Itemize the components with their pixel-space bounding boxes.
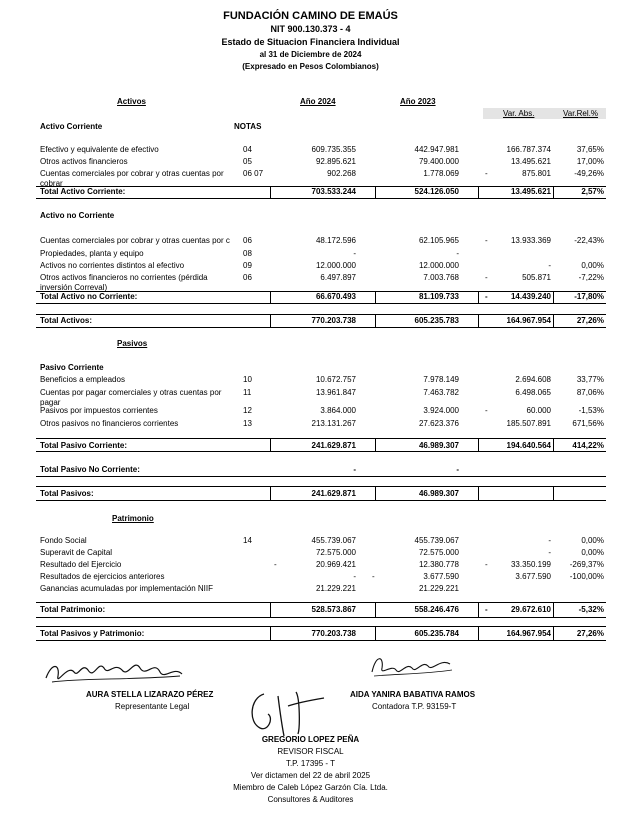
row-value-2024: 770.203.738 [311, 316, 356, 325]
row-value-2023: 524.126.050 [414, 187, 459, 196]
row-var-abs: 185.507.891 [506, 419, 551, 428]
row-value-2023: 3.677.590 [423, 572, 459, 581]
row-var-rel: -17,80% [574, 292, 604, 301]
row-label: Total Pasivo No Corriente: [40, 465, 140, 474]
row-value-2024: - [353, 249, 356, 258]
row-value-2023: 46.989.307 [418, 441, 459, 450]
col-sep-var [478, 602, 479, 617]
row-var-rel: 27,26% [576, 316, 604, 325]
row-label: Efectivo y equivalente de efectivo [40, 145, 159, 154]
row-var-abs: - [548, 548, 551, 557]
row-label: Patrimonio [112, 514, 154, 523]
row-nota: 08 [243, 249, 252, 258]
col-activos: Activos [117, 97, 146, 106]
col-sep-2023 [375, 438, 376, 451]
row-var-abs: 164.967.954 [506, 316, 551, 325]
row-label-cont: pagar [40, 398, 61, 407]
col-sep-2024 [270, 314, 271, 327]
row-nota: 11 [243, 388, 252, 397]
row-var-rel: -269,37% [569, 560, 604, 569]
row-label: Otros activos financieros no corrientes (pérdida [40, 273, 208, 282]
row-abs-dash: - [485, 406, 488, 415]
row-value-2024: 528.573.867 [311, 605, 356, 614]
row-var-rel: 37,65% [576, 145, 604, 154]
row-abs-dash: - [485, 236, 488, 245]
col-sep-2023 [375, 626, 376, 640]
row-value-2024: 241.629.871 [311, 489, 356, 498]
row-var-abs: 13.495.621 [510, 157, 551, 166]
row-var-rel: 0,00% [581, 261, 604, 270]
row-abs-dash: - [485, 560, 488, 569]
row-var-rel: -100,00% [569, 572, 604, 581]
statement-title: Estado de Situacion Financiera Individual [221, 37, 400, 47]
row-var-abs: - [548, 261, 551, 270]
statement-date: al 31 de Diciembre de 2024 [259, 50, 362, 59]
row-var-abs: 60.000 [526, 406, 551, 415]
row-value-2024: 609.735.355 [311, 145, 356, 154]
row-value-2024: 92.895.621 [315, 157, 356, 166]
row-label: Activos no corrientes distintos al efectivo [40, 261, 185, 270]
row-pre-dash: - [274, 560, 277, 569]
row-value-2024: 13.961.847 [315, 388, 356, 397]
row-value-2023: 12.380.778 [418, 560, 459, 569]
row-nota: 06 [243, 236, 252, 245]
row-label-cont: inversión Correval) [40, 283, 108, 292]
row-var-rel: -22,43% [574, 236, 604, 245]
accountant-name: AIDA YANIRA BABATIVA RAMOS [350, 690, 476, 699]
row-label: Cuentas por pagar comerciales y otras cuentas por [40, 388, 222, 397]
row-nota: 05 [243, 157, 252, 166]
row-var-rel: 0,00% [581, 548, 604, 557]
currency-note: (Expresado en Pesos Colombianos) [242, 62, 379, 71]
row-label: Otros activos financieros [40, 157, 128, 166]
row-abs-dash: - [485, 605, 488, 614]
row-value-2023: 442.947.981 [414, 145, 459, 154]
row-var-rel: -5,32% [578, 605, 604, 614]
row-var-rel: 2,57% [581, 187, 604, 196]
fiscal-reviewer-role: REVISOR FISCAL [277, 747, 344, 756]
row-value-2024: 21.229.221 [315, 584, 356, 593]
firm-name: Consultores & Auditores [267, 795, 354, 804]
row-label: Activo no Corriente [40, 211, 115, 220]
row-value-2024: 10.672.757 [315, 375, 356, 384]
col-sep-2024 [270, 291, 271, 303]
col-sep-2024 [270, 602, 271, 617]
row-value-2023: - [456, 249, 459, 258]
col-sep-var [478, 314, 479, 327]
row-label: Resultados de ejercicios anteriores [40, 572, 165, 581]
rule-top [36, 186, 606, 187]
dictamen-note: Ver dictamen del 22 de abril 2025 [250, 771, 371, 780]
row-label: Pasivos por impuestos corrientes [40, 406, 158, 415]
row-value-2024: 241.629.871 [311, 441, 356, 450]
row-label: Total Pasivo Corriente: [40, 441, 127, 450]
rule-top [36, 626, 606, 627]
row-nota: 09 [243, 261, 252, 270]
row-value-2023: 81.109.733 [418, 292, 459, 301]
row-label: Cuentas comerciales por cobrar y otras cuentas por c [40, 236, 230, 245]
row-value-2024: 48.172.596 [315, 236, 356, 245]
row-var-abs: 875.801 [522, 169, 551, 178]
accountant-role: Contadora T.P. 93159-T [372, 702, 457, 711]
row-value-2023: 605.235.784 [414, 629, 459, 638]
col-sep-rel [553, 186, 554, 198]
row-label: Total Activo no Corriente: [40, 292, 138, 301]
row-value-2024: 455.739.067 [311, 536, 356, 545]
rule-bottom [36, 451, 606, 452]
col-sep-var [478, 186, 479, 198]
col-sep-2024 [270, 438, 271, 451]
row-value-2023: 7.463.782 [423, 388, 459, 397]
row-value-2024: 902.268 [327, 169, 356, 178]
row-value-2023: 558.246.476 [414, 605, 459, 614]
row-var-rel: 33,77% [576, 375, 604, 384]
row-nota: 06 07 [243, 169, 264, 178]
col-year-2023: Año 2023 [400, 97, 436, 106]
row-var-abs: - [548, 536, 551, 545]
row-label: Pasivo Corriente [40, 363, 104, 372]
col-sep-var [478, 486, 479, 500]
row-label: Total Activos: [40, 316, 93, 325]
row-label: Propiedades, planta y equipo [40, 249, 144, 258]
row-var-abs: 164.967.954 [506, 629, 551, 638]
rule-top [36, 602, 606, 603]
row-value-2024: 12.000.000 [315, 261, 356, 270]
row-label: Superavit de Capital [40, 548, 113, 557]
row-label: Total Pasivos y Patrimonio: [40, 629, 145, 638]
row-label: Total Activo Corriente: [40, 187, 126, 196]
row-var-abs: 2.694.608 [515, 375, 551, 384]
rule-top [36, 314, 606, 315]
col-notas: NOTAS [234, 122, 262, 131]
row-value-2024: 66.670.493 [315, 292, 356, 301]
col-sep-rel [553, 291, 554, 303]
row-value-2024: - [353, 465, 356, 474]
signature-fiscal-reviewer [238, 688, 338, 740]
row-label: Activo Corriente [40, 122, 103, 131]
row-var-abs: 29.672.610 [510, 605, 551, 614]
row-nota: 04 [243, 145, 252, 154]
row-label: Total Pasivos: [40, 489, 94, 498]
col-sep-rel [553, 626, 554, 640]
firm-membership: Miembro de Caleb López Garzón Cía. Ltda. [233, 783, 388, 792]
row-var-rel: 27,26% [576, 629, 604, 638]
fiscal-reviewer-name: GREGORIO LOPEZ PEÑA [261, 735, 360, 744]
rule-bottom [36, 198, 606, 199]
col-sep-rel [553, 314, 554, 327]
row-value-2024: 770.203.738 [311, 629, 356, 638]
col-sep-2024 [270, 486, 271, 500]
row-value-2024: 6.497.897 [320, 273, 356, 282]
row-var-rel: 671,56% [572, 419, 604, 428]
col-sep-var [478, 438, 479, 451]
rule-top [36, 291, 606, 292]
row-abs-dash: - [485, 169, 488, 178]
col-sep-2024 [270, 626, 271, 640]
row-value-2023: - [456, 465, 459, 474]
row-var-abs: 194.640.564 [506, 441, 551, 450]
row-label: Ganancias acumuladas por implementación NIIF [40, 584, 213, 593]
col-sep-2023 [375, 314, 376, 327]
row-nota: 14 [243, 536, 252, 545]
row-value-2023: 27.623.376 [418, 419, 459, 428]
row-abs-dash: - [485, 273, 488, 282]
nit: NIT 900.130.373 - 4 [270, 24, 351, 34]
col-sep-2023 [375, 486, 376, 500]
row-var-abs: 13.933.369 [510, 236, 551, 245]
rule-bottom [36, 640, 606, 641]
signature-legal-rep [42, 652, 187, 690]
row-2023-dash: - [372, 572, 375, 581]
row-var-abs: 3.677.590 [515, 572, 551, 581]
row-var-abs: 6.498.065 [515, 388, 551, 397]
row-nota: 10 [243, 375, 252, 384]
org-name: FUNDACIÓN CAMINO DE EMAÚS [223, 10, 398, 22]
row-label-cont: cobrar [40, 179, 63, 188]
row-value-2024: 20.969.421 [315, 560, 356, 569]
rule-bottom [36, 327, 606, 328]
row-var-rel: 0,00% [581, 536, 604, 545]
col-sep-var [478, 626, 479, 640]
row-var-abs: 33.350.199 [510, 560, 551, 569]
rule-bottom [36, 303, 606, 304]
row-label: Resultado del Ejercicio [40, 560, 122, 569]
row-nota: 06 [243, 273, 252, 282]
col-sep-2024 [270, 186, 271, 198]
rule-bottom [36, 476, 606, 477]
row-value-2023: 21.229.221 [418, 584, 459, 593]
col-sep-var [478, 291, 479, 303]
col-var-abs: Var. Abs. [503, 109, 535, 118]
row-var-abs: 166.787.374 [506, 145, 551, 154]
row-value-2023: 62.105.965 [418, 236, 459, 245]
legal-rep-name: AURA STELLA LIZARAZO PÉREZ [86, 690, 214, 699]
row-value-2024: 3.864.000 [320, 406, 356, 415]
row-var-rel: -7,22% [578, 273, 604, 282]
col-sep-2023 [375, 291, 376, 303]
col-sep-rel [553, 486, 554, 500]
row-nota: 12 [243, 406, 252, 415]
row-value-2024: 213.131.267 [311, 419, 356, 428]
row-label: Pasivos [117, 339, 148, 348]
row-value-2023: 12.000.000 [418, 261, 459, 270]
row-var-rel: 17,00% [576, 157, 604, 166]
col-sep-rel [553, 438, 554, 451]
row-var-abs: 13.495.621 [510, 187, 551, 196]
row-label: Otros pasivos no financieros corrientes [40, 419, 179, 428]
row-label: Cuentas comerciales por cobrar y otras cuentas por [40, 169, 224, 178]
legal-rep-role: Representante Legal [115, 702, 190, 711]
row-var-rel: -1,53% [578, 406, 604, 415]
row-value-2023: 1.778.069 [423, 169, 459, 178]
row-value-2023: 7.978.149 [423, 375, 459, 384]
row-label: Beneficios a empleados [40, 375, 125, 384]
row-value-2023: 79.400.000 [418, 157, 459, 166]
fiscal-reviewer-tp: T.P. 17395 - T [285, 759, 336, 768]
signature-accountant [366, 650, 456, 680]
row-var-abs: 14.439.240 [510, 292, 551, 301]
rule-top [36, 486, 606, 487]
row-value-2023: 72.575.000 [418, 548, 459, 557]
row-value-2023: 455.739.067 [414, 536, 459, 545]
rule-top [36, 438, 606, 439]
row-value-2024: 703.533.244 [311, 187, 356, 196]
col-sep-rel [553, 602, 554, 617]
row-var-abs: 505.871 [522, 273, 551, 282]
row-var-rel: 87,06% [576, 388, 604, 397]
row-nota: 13 [243, 419, 252, 428]
col-year-2024: Año 2024 [300, 97, 336, 106]
row-label: Fondo Social [40, 536, 87, 545]
row-value-2024: - [353, 572, 356, 581]
row-label: Total Patrimonio: [40, 605, 106, 614]
row-value-2024: 72.575.000 [315, 548, 356, 557]
col-sep-2023 [375, 186, 376, 198]
rule-bottom [36, 617, 606, 618]
row-abs-dash: - [485, 292, 488, 301]
col-var-rel: Var.Rel.% [563, 109, 598, 118]
col-sep-2023 [375, 602, 376, 617]
row-var-rel: 414,22% [572, 441, 604, 450]
row-value-2023: 3.924.000 [423, 406, 459, 415]
row-value-2023: 7.003.768 [423, 273, 459, 282]
row-var-rel: -49,26% [574, 169, 604, 178]
row-value-2023: 46.989.307 [418, 489, 459, 498]
row-value-2023: 605.235.783 [414, 316, 459, 325]
rule-bottom [36, 500, 606, 501]
